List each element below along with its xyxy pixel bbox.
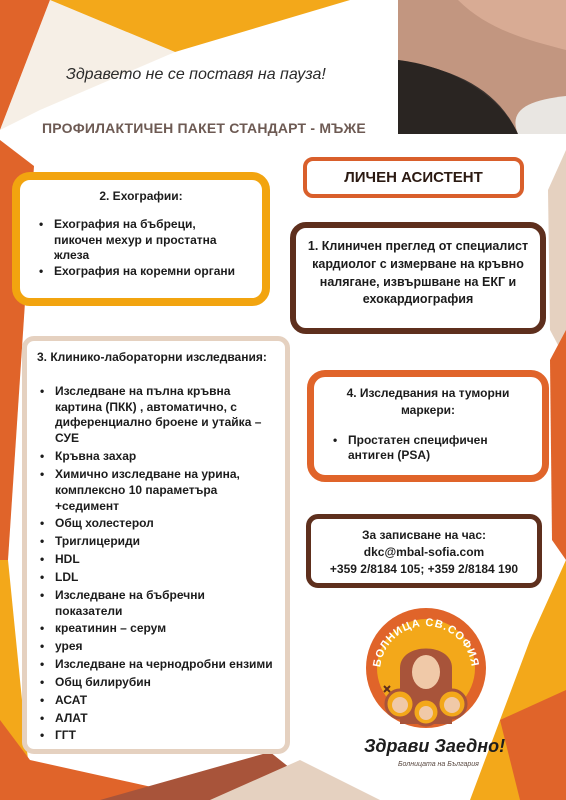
contact-email[interactable]: dkc@mbal-sofia.com: [363, 544, 485, 559]
list-item: • LDL: [37, 570, 275, 586]
beige-shape-right: [548, 150, 566, 360]
contact-box: [306, 514, 542, 588]
list-item: • Общ холестерол: [37, 516, 275, 532]
orange-shape-right: [550, 330, 566, 560]
list-item: • Простатен специфичен антиген (PSA): [330, 433, 526, 465]
list-item: • АЛАТ: [37, 711, 275, 727]
list-item: • креатинин – серум: [37, 621, 275, 637]
list-item: • Изследване на пълна кръвна картина (ПКК) , автоматично, с диференциално броене и утайка – СУЕ: [37, 384, 275, 447]
list-item: • Изследване на чернодробни ензими: [37, 657, 275, 673]
tumor-markers-list: [330, 433, 526, 465]
ultrasound-list: [36, 217, 246, 280]
lab-tests-box: [22, 336, 290, 754]
tumor-markers-title: 4. Изследвания на туморни маркери:: [346, 386, 510, 417]
clinical-exam-text: 1. Клиничен преглед от специалист кардиолог с измерване на кръвно налягане, извършване на ЕКГ и ехокардиография: [307, 239, 529, 307]
lab-tests-list: [37, 384, 275, 744]
lab-tests-title: 3. Клинико-лабораторни изследвания:: [37, 350, 267, 364]
logo-text: БОЛНИЦА СВ.СОФИЯ: [371, 616, 481, 669]
ultrasound-title: 2. Ехографии:: [99, 189, 183, 203]
slogan-subtitle: Болницата на България: [398, 761, 479, 768]
list-item: • Химично изследване на урина, комплексно 10 параметъра +седимент: [37, 467, 275, 514]
list-item: • Общ билирубин: [37, 675, 275, 691]
contact-title: За записване на час:: [361, 528, 487, 542]
list-item: • Изследване на бъбречни показатели: [37, 588, 275, 620]
list-item: • урея: [37, 639, 275, 655]
header-photo: [398, 0, 566, 134]
list-item: • HDL: [37, 552, 275, 568]
personal-assistant-box: [303, 157, 524, 198]
tagline: Здравето не се поставя на пауза!: [66, 66, 326, 83]
list-item: • Ехография на коремни органи: [36, 264, 246, 280]
tumor-markers-box: [307, 370, 549, 482]
clinical-exam-box: [290, 222, 546, 334]
hospital-logo: [364, 606, 488, 730]
ultrasound-box: [12, 172, 270, 306]
list-item: • Кръвна захар: [37, 449, 275, 465]
package-title: ПРОФИЛАКТИЧЕН ПАКЕТ СТАНДАРТ - МЪЖЕ: [42, 120, 366, 136]
contact-phones[interactable]: +359 2/8184 105; +359 2/8184 190: [329, 561, 519, 576]
list-item: • АСАТ: [37, 693, 275, 709]
slogan: Здрави Заедно!: [364, 736, 506, 756]
list-item: • Триглицериди: [37, 534, 275, 550]
list-item: • Ехография на бъбреци, пикочен мехур и простатна жлеза: [36, 217, 246, 264]
list-item: • ГГТ: [37, 728, 275, 744]
personal-assistant-label: ЛИЧЕН АСИСТЕНТ: [344, 169, 483, 186]
